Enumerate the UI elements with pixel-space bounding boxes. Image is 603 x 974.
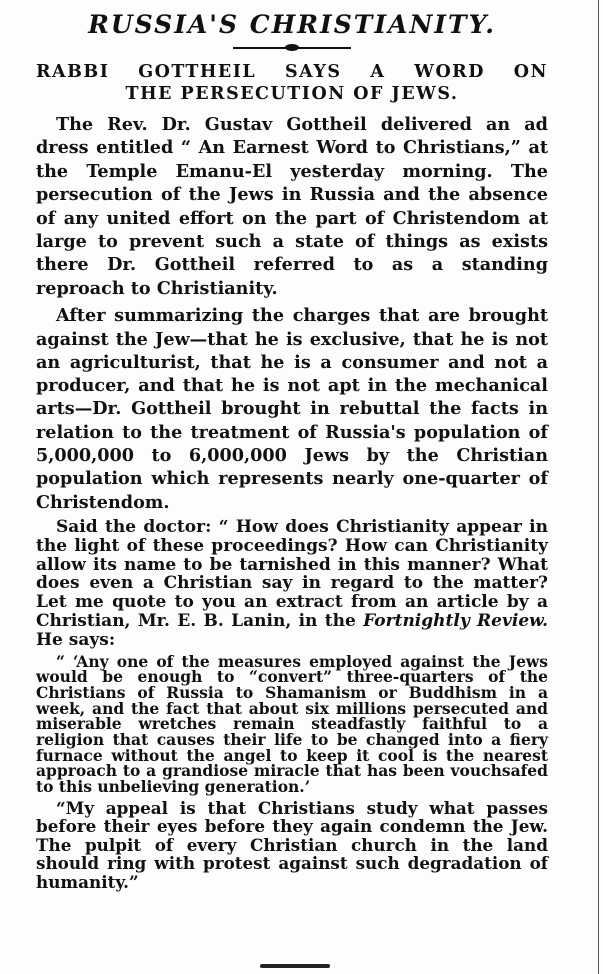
paragraph-2: After summarizing the charges that are brought against the Jew—that he is exclusive, that he is not an agriculturist, that he is a consumer and not a producer, and that he is not apt in the mechanical arts—Dr. Gottheil brought in rebuttal the facts in relation to the treatment of Russia's population of 5,000,000 to 6,000,000 Jews by the Christian population which represents nearly one-quarter of Christendom. <box>36 305 548 513</box>
subhead-line-1: RABBI GOTTHEIL SAYS A WORD ON <box>36 62 548 82</box>
headline-ornament <box>233 43 351 53</box>
paragraph-5: “My appeal is that Christians study what passes before their eyes before they again condemn the Jew. The pulpit of every Christian church in the land should ring with protest against such degradation of humanity.” <box>36 797 548 892</box>
paragraph-3-tail: He says: <box>36 629 116 650</box>
paragraph-1: The Rev. Dr. Gustav Gottheil delivered an ad dress entitled “ An Earnest Word to Christians,” at the Temple Emanu-El yesterday morning. The persecution of the Jews in Russia and the absence of any united effort on the part of Christendom at large to prevent such a state of things as exists there Dr. Gottheil referred to as a standing reproach to Christianity. <box>36 114 548 299</box>
ornament-dot <box>285 44 299 51</box>
article-column <box>36 6 548 895</box>
headline: RUSSIA'S CHRISTIANITY. <box>88 10 496 39</box>
paragraph-3-text: Said the doctor: “ How does Christianity appear in the light of these proceedings? How can Christianity allow its name to be tarnished in this manner? What does even a Christian say in regard to the matter? Let me quote to you an extract from an article by a Christian, Mr. E. B. Lanin, in the <box>36 516 548 631</box>
publication-title: Fortnightly Review. <box>363 610 548 631</box>
paragraph-3 <box>36 518 548 650</box>
bottom-ornament <box>260 964 330 968</box>
paragraph-4-quote: “ ‘Any one of the measures employed against the Jews would be enough to “convert” three-quarters of the Christians of Russia to Shamanism or Buddhism in a week, and the fact that about six millions persecuted and miserable wretches remain steadfastly faithful to a religion that causes their life to be changed into a fiery furnace without the angel to keep it cool is the nearest approach to a grandiose miracle that has been vouchsafed to this unbelieving generation.’ <box>36 651 548 797</box>
subhead-line-2: THE PERSECUTION OF JEWS. <box>125 84 459 104</box>
subheadline <box>36 61 548 105</box>
column-rule <box>598 0 599 974</box>
